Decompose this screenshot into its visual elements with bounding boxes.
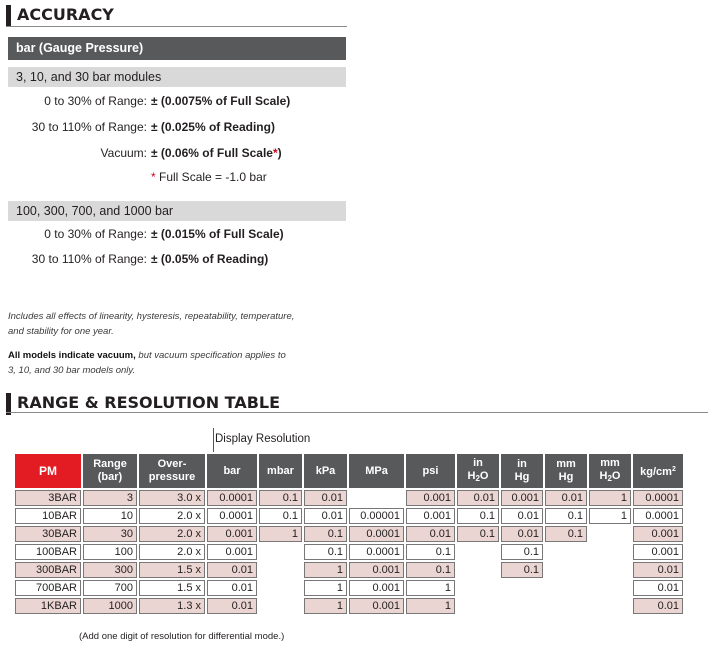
cell-kg-cm2: 0.01 [633,580,683,596]
cell-in-h2o: 0.01 [457,490,499,506]
cell-mm-h2o [589,544,631,560]
cell-mm-h2o [589,526,631,542]
cell-pm: 1KBAR [15,598,81,614]
note1-line2: and stability for one year. [8,326,114,337]
table-row [15,508,683,524]
cell-mm-hg: 0.01 [545,490,587,506]
display-resolution-label: Display Resolution [215,433,311,445]
cell-overpressure: 3.0 x [139,490,205,506]
cell-mbar: 0.1 [259,490,302,506]
cell-mm-hg [545,598,587,614]
cell-mpa [349,490,404,506]
cell-kpa: 0.1 [304,526,347,542]
group1-row2-value: ± (0.025% of Reading) [151,120,275,134]
note2-line2: 3, 10, and 30 bar models only. [8,365,136,376]
table-row [15,580,683,596]
cell-mbar [259,544,302,560]
cell-in-h2o [457,580,499,596]
table-row [15,526,683,542]
vacuum-asterisk: * [272,146,278,160]
vacuum-value-close: ) [277,146,282,160]
header-kpa: kPa [304,454,347,488]
cell-mm-hg [545,544,587,560]
cell-mm-h2o [589,598,631,614]
cell-kpa: 1 [304,598,347,614]
cell-mpa: 0.0001 [349,544,404,560]
range-table-title: RANGE & RESOLUTION TABLE [6,393,280,415]
cell-psi: 0.001 [406,490,455,506]
cell-bar: 0.01 [207,598,257,614]
group1-header: 3, 10, and 30 bar modules [8,67,346,87]
cell-range: 10 [83,508,137,524]
table-row [15,544,683,560]
cell-kg-cm2: 0.01 [633,562,683,578]
cell-bar: 0.001 [207,544,257,560]
cell-kpa: 0.1 [304,544,347,560]
note2-bold: All models indicate vacuum, [8,350,136,361]
cell-psi: 0.1 [406,562,455,578]
cell-range: 300 [83,562,137,578]
cell-mpa: 0.001 [349,598,404,614]
header-mm-hg: mm Hg [545,454,587,488]
cell-kg-cm2: 0.0001 [633,508,683,524]
cell-pm: 100BAR [15,544,81,560]
full-scale-note [151,170,267,184]
table-row [15,598,683,614]
cell-overpressure: 1.5 x [139,562,205,578]
cell-bar: 0.01 [207,562,257,578]
cell-range: 700 [83,580,137,596]
cell-pm: 30BAR [15,526,81,542]
cell-mbar: 1 [259,526,302,542]
group2-row1-label: 0 to 30% of Range: [44,227,147,241]
cell-pm: 700BAR [15,580,81,596]
cell-psi: 1 [406,580,455,596]
cell-in-hg [501,598,543,614]
cell-mm-hg [545,562,587,578]
cell-bar: 0.001 [207,526,257,542]
cell-kpa: 1 [304,580,347,596]
cell-overpressure: 2.0 x [139,508,205,524]
cell-psi: 0.001 [406,508,455,524]
header-bar: bar [207,454,257,488]
cell-in-h2o [457,562,499,578]
vacuum-value-text: ± (0.06% of Full Scale [151,146,273,160]
cell-overpressure: 1.3 x [139,598,205,614]
cell-in-h2o [457,598,499,614]
range-title-rule [6,412,708,413]
cell-pm: 3BAR [15,490,81,506]
cell-psi: 1 [406,598,455,614]
group1-row1-label: 0 to 30% of Range: [44,94,147,108]
cell-mm-hg: 0.1 [545,526,587,542]
cell-range: 3 [83,490,137,506]
table-row [15,490,683,506]
header-pm: PM [15,454,81,488]
header-psi: psi [406,454,455,488]
cell-mbar [259,562,302,578]
cell-in-hg: 0.01 [501,526,543,542]
cell-kg-cm2: 0.0001 [633,490,683,506]
cell-in-h2o [457,544,499,560]
group2-row2-value: ± (0.05% of Reading) [151,252,269,266]
range-resolution-table [13,452,685,616]
note2-rest: but vacuum specification applies to [135,350,286,361]
cell-mm-hg: 0.1 [545,508,587,524]
group2-row2-label: 30 to 110% of Range: [31,252,147,266]
accuracy-title-rule [6,26,347,27]
table-header-row [15,454,683,488]
display-resolution-divider [213,428,214,452]
cell-mbar [259,598,302,614]
cell-kpa: 0.01 [304,490,347,506]
cell-overpressure: 1.5 x [139,580,205,596]
cell-in-hg [501,580,543,596]
cell-overpressure: 2.0 x [139,544,205,560]
cell-mm-h2o [589,580,631,596]
cell-bar: 0.01 [207,580,257,596]
cell-mpa: 0.0001 [349,526,404,542]
cell-pm: 10BAR [15,508,81,524]
cell-mpa: 0.00001 [349,508,404,524]
cell-kg-cm2: 0.001 [633,526,683,542]
cell-kpa: 0.01 [304,508,347,524]
header-mbar: mbar [259,454,302,488]
header-kg-cm2: $kg/cm^2$ [633,454,683,488]
table-row [15,562,683,578]
cell-in-h2o: 0.1 [457,526,499,542]
header-in-hg: in Hg [501,454,543,488]
cell-overpressure: 2.0 x [139,526,205,542]
cell-kg-cm2: 0.01 [633,598,683,614]
cell-in-h2o: 0.1 [457,508,499,524]
header-mm-h2o: mm $H_2O$ [589,454,631,488]
fs-note-asterisk: * [151,170,156,184]
cell-bar: 0.0001 [207,490,257,506]
cell-mm-h2o: 1 [589,508,631,524]
header-overpressure: Over- pressure [139,454,205,488]
header-in-h2o: in $H_2O$ [457,454,499,488]
cell-mbar [259,580,302,596]
group1-row3-value [151,146,282,160]
cell-mm-hg [545,580,587,596]
cell-in-hg: 0.1 [501,544,543,560]
unit-band: bar (Gauge Pressure) [8,37,346,60]
cell-kpa: 1 [304,562,347,578]
note1-line1: Includes all effects of linearity, hysteresis, repeatability, temperature, [8,311,295,322]
header-mpa: MPa [349,454,404,488]
group1-row3-label: Vacuum: [100,146,147,160]
cell-range: 100 [83,544,137,560]
cell-in-hg: 0.01 [501,508,543,524]
group2-row1-value: ± (0.015% of Full Scale) [151,227,284,241]
cell-in-hg: 0.1 [501,562,543,578]
cell-mpa: 0.001 [349,562,404,578]
accuracy-title: ACCURACY [6,5,114,27]
cell-mm-h2o: 1 [589,490,631,506]
cell-in-hg: 0.001 [501,490,543,506]
cell-mm-h2o [589,562,631,578]
cell-range: 1000 [83,598,137,614]
differential-footnote: (Add one digit of resolution for differential mode.) [79,631,285,642]
note2-line1 [8,348,338,363]
fs-note-text: Full Scale = -1.0 bar [159,170,267,184]
accuracy-note-1 [8,309,338,339]
accuracy-note-2 [8,348,338,378]
cell-bar: 0.0001 [207,508,257,524]
group2-header: 100, 300, 700, and 1000 bar [8,201,346,221]
cell-range: 30 [83,526,137,542]
header-range: Range (bar) [83,454,137,488]
cell-psi: 0.01 [406,526,455,542]
group1-row1-value: ± (0.0075% of Full Scale) [151,94,291,108]
cell-mpa: 0.001 [349,580,404,596]
cell-kg-cm2: 0.001 [633,544,683,560]
cell-mbar: 0.1 [259,508,302,524]
group1-row2-label: 30 to 110% of Range: [31,120,147,134]
cell-psi: 0.1 [406,544,455,560]
cell-pm: 300BAR [15,562,81,578]
